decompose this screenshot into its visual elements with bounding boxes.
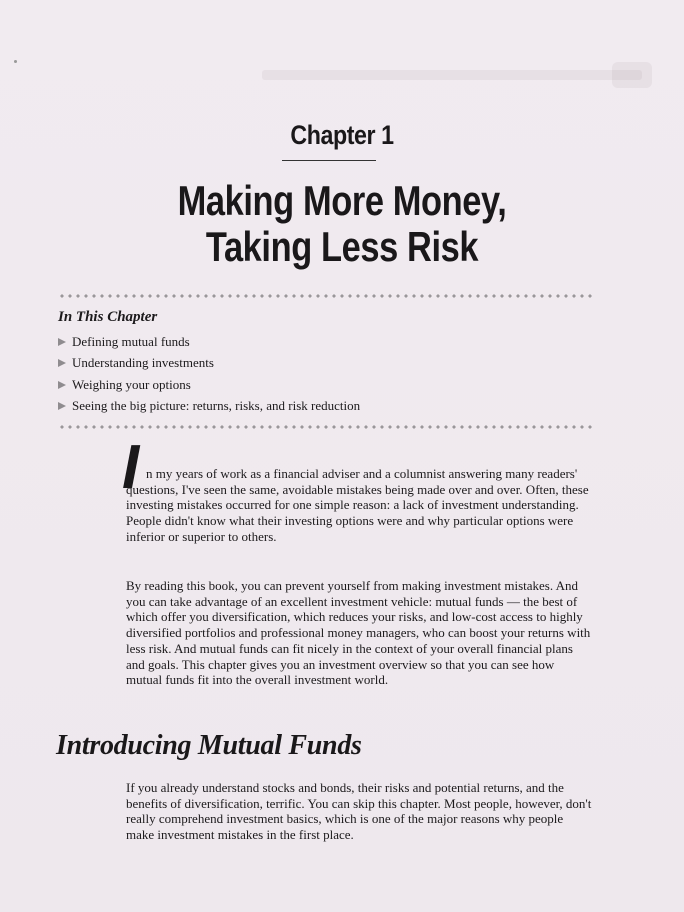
chapter-title-line-2: Taking Less Risk [205,223,479,270]
list-item [58,331,360,353]
overview-paragraph: By reading this book, you can prevent yourself from making investment mistakes. And you can take advantage of an excellent investment vehicle: mutual funds — the best of which offer you diversification, which reduces your risks, and low-cost access to highly diversified portfolios and professional money managers, who can boost your returns with less risk. And mutual funds can fit nicely in the context of your overall financial plans and goals. This chapter gives you an investment overview so that you can see how mutual funds fit into the overall investment world. [126,578,591,688]
list-item-label: Understanding investments [72,355,214,371]
chapter-title-line-1: Making More Money, [177,177,507,224]
chapter-rule [282,160,376,161]
list-item-label: Weighing your options [72,376,191,392]
chapter-number: Chapter 1 [290,120,394,150]
in-this-chapter-heading: In This Chapter [58,309,158,325]
list-item-label: Defining mutual funds [72,333,190,349]
dotted-divider-top [58,294,594,298]
list-item [58,396,360,418]
paper-speck [14,60,17,63]
triangle-bullet-icon [58,402,66,410]
show-through-page-number [612,62,652,88]
triangle-bullet-icon [58,381,66,389]
section-paragraph: If you already understand stocks and bonds, their risks and potential returns, and the benefits of diversification, terrific. You can skip this chapter. Most people, however, don't really comprehend investment basics, which is one of the major reasons why people make investment mistakes in the first place. [126,780,592,843]
intro-paragraph-text: n my years of work as a financial adviser and a columnist answering many readers' questions, I've seen the same, avoidable mistakes being made over and over. Often, these investing mistakes occurred for one simple reason: a lack of investment understanding. People didn't know what their investing options were and why particular options were inferior or superior to others. [126,466,589,544]
chapter-title [62,178,623,270]
triangle-bullet-icon [58,359,66,367]
triangle-bullet-icon [58,338,66,346]
drop-cap: I [122,433,140,502]
in-this-chapter-list [58,331,360,417]
list-item [58,353,360,375]
list-item [58,374,360,396]
intro-paragraph [126,466,592,545]
dotted-divider-bottom [58,425,594,429]
show-through-text [262,70,642,80]
list-item-label: Seeing the big picture: returns, risks, and risk reduction [72,398,361,414]
section-heading: Introducing Mutual Funds [56,730,362,761]
